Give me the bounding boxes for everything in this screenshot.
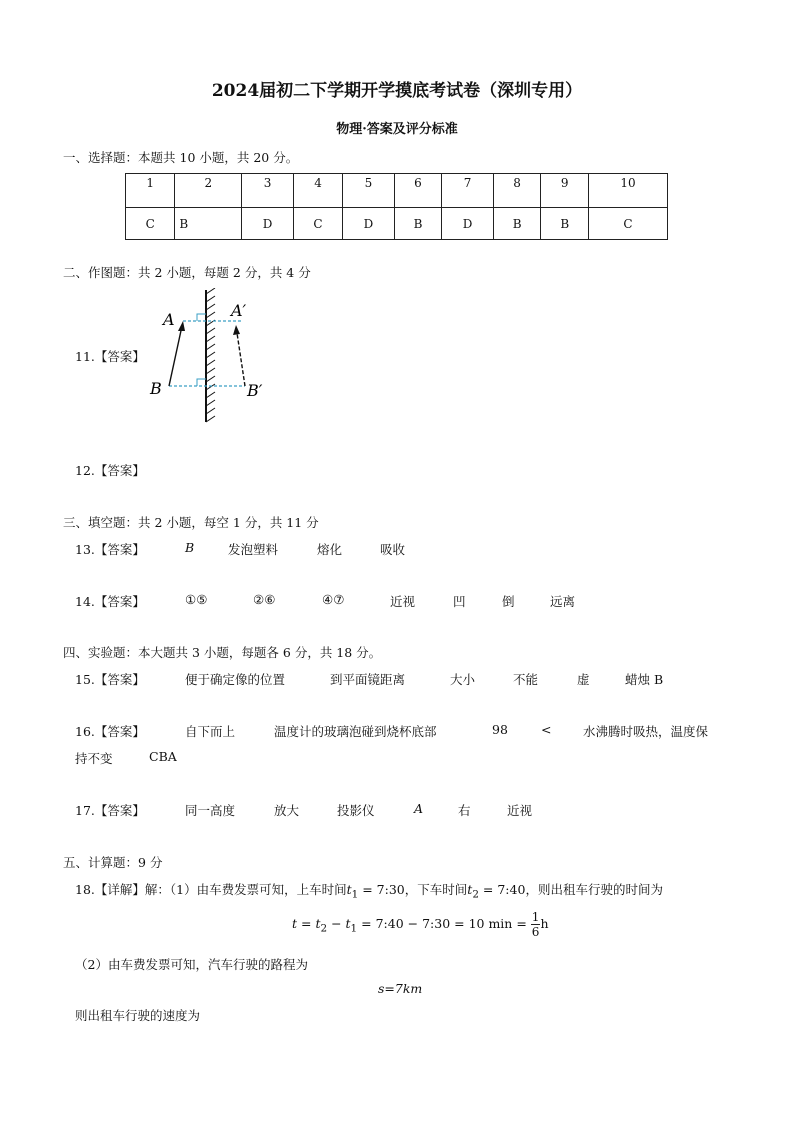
table-cell-answer: D bbox=[343, 208, 394, 240]
q13-answer: 吸收 bbox=[380, 542, 406, 557]
section4-detail: 本大题共 3 小题，每题各 6 分，共 18 分。 bbox=[138, 645, 382, 660]
section3-heading bbox=[63, 513, 319, 531]
q12-label: 12.【答案】 bbox=[75, 463, 145, 478]
q18-part2: （2）由车费发票可知，汽车行驶的路程为 bbox=[75, 957, 308, 972]
section2-detail: 共 2 小题，每题 2 分，共 4 分 bbox=[138, 265, 311, 280]
label-a: A bbox=[163, 310, 175, 329]
q18-speed-line: 则出租车行驶的速度为 bbox=[75, 1008, 201, 1023]
table-cell-number: 4 bbox=[293, 174, 342, 208]
q17-answer: 同一高度 bbox=[185, 803, 236, 818]
table-cell-number: 5 bbox=[343, 174, 394, 208]
q18-label: 18.【详解】 bbox=[75, 882, 145, 897]
q17-answer: 右 bbox=[458, 803, 471, 818]
section1-title: 一、选择题： bbox=[63, 150, 139, 165]
table-cell-number: 7 bbox=[442, 174, 493, 208]
t1-symbol: t bbox=[346, 882, 352, 897]
object-arrowhead bbox=[178, 321, 185, 331]
q14-answer: ②⑥ bbox=[253, 592, 276, 607]
q15-answer: 大小 bbox=[450, 672, 476, 687]
q13-answer: 发泡塑料 bbox=[228, 542, 279, 557]
q14-answer: ④⑦ bbox=[322, 592, 345, 607]
fraction-numerator: 1 bbox=[531, 910, 540, 924]
table-cell-answer: B bbox=[493, 208, 541, 240]
table-cell-number: 10 bbox=[589, 174, 668, 208]
q16-answer: < bbox=[541, 722, 552, 737]
q15-answer: 虚 bbox=[577, 672, 590, 687]
q15-answer: 到平面镜距离 bbox=[330, 672, 406, 687]
fraction-denominator: 6 bbox=[531, 925, 540, 939]
section4-title: 四、实验题： bbox=[63, 645, 139, 660]
q18-mid: ，下车时间 bbox=[404, 882, 468, 897]
q13-answer: 熔化 bbox=[317, 542, 343, 557]
eq-unit: h bbox=[540, 916, 549, 931]
q15-answer: 蜡烛 B bbox=[625, 672, 664, 687]
eq-minus: − t bbox=[327, 916, 351, 931]
answer-table-answer-row bbox=[126, 208, 668, 240]
table-cell-answer: B bbox=[541, 208, 589, 240]
table-cell-number: 9 bbox=[541, 174, 589, 208]
q18-tail: ，则出租车行驶的时间为 bbox=[525, 882, 663, 897]
q17-answer: 近视 bbox=[507, 803, 533, 818]
image-arrow bbox=[237, 333, 245, 386]
eq-sub2: 2 bbox=[320, 922, 328, 935]
q11-label: 11.【答案】 bbox=[75, 349, 145, 364]
time-equation bbox=[292, 910, 549, 939]
t1-value: = 7:30 bbox=[358, 882, 405, 897]
table-cell-answer: C bbox=[589, 208, 668, 240]
q18-line1 bbox=[75, 880, 663, 901]
q14-answer: ①⑤ bbox=[185, 592, 208, 607]
eq-right: = 7:40 − 7:30 = 10 min = bbox=[357, 916, 527, 931]
table-cell-number: 2 bbox=[175, 174, 242, 208]
label-a-prime: A′ bbox=[231, 301, 247, 320]
q16-answer: 水沸腾时吸热，温度保 bbox=[583, 724, 709, 739]
table-cell-number: 3 bbox=[242, 174, 293, 208]
q16-answer-continued: 持不变 bbox=[75, 751, 113, 766]
q17-answer: 放大 bbox=[274, 803, 300, 818]
table-cell-answer: C bbox=[293, 208, 342, 240]
q14-label: 14.【答案】 bbox=[75, 594, 145, 609]
right-angle-mark-b bbox=[197, 379, 206, 386]
table-cell-answer: C bbox=[126, 208, 175, 240]
label-b: B bbox=[150, 379, 162, 398]
q13-answer: B bbox=[185, 540, 195, 555]
table-cell-answer: B bbox=[394, 208, 442, 240]
table-cell-answer: D bbox=[442, 208, 493, 240]
q17-answer: A bbox=[414, 801, 424, 816]
q16-label: 16.【答案】 bbox=[75, 724, 145, 739]
answer-table bbox=[125, 173, 668, 240]
mirror-diagram bbox=[145, 288, 275, 428]
q14-answer: 远离 bbox=[550, 594, 576, 609]
table-cell-number: 8 bbox=[493, 174, 541, 208]
q16-answer: CBA bbox=[149, 749, 177, 764]
section2-title: 二、作图题： bbox=[63, 265, 139, 280]
eq-sub1: 1 bbox=[350, 922, 358, 935]
section5-heading bbox=[63, 853, 162, 871]
image-arrowhead bbox=[233, 325, 240, 335]
t2-value: = 7:40 bbox=[478, 882, 526, 897]
q14-answer: 近视 bbox=[390, 594, 416, 609]
page-subtitle: 物理·答案及评分标准 bbox=[336, 122, 458, 137]
fraction bbox=[531, 910, 541, 939]
table-cell-answer: B bbox=[175, 208, 242, 240]
label-b-prime: B′ bbox=[247, 381, 263, 400]
q15-answer: 便于确定像的位置 bbox=[185, 672, 286, 687]
q16-answer: 温度计的玻璃泡碰到烧杯底部 bbox=[274, 724, 437, 739]
table-cell-number: 1 bbox=[126, 174, 175, 208]
answer-table-header-row bbox=[126, 174, 668, 208]
t1-subscript: 1 bbox=[351, 888, 359, 901]
mirror-hatching bbox=[206, 288, 215, 422]
section1-heading bbox=[63, 148, 298, 166]
q14-answer: 凹 bbox=[453, 594, 466, 609]
t2-subscript: 2 bbox=[472, 888, 479, 901]
section2-heading bbox=[63, 263, 311, 281]
page-title: 2024届初二下学期开学摸底考试卷（深圳专用） bbox=[211, 81, 583, 101]
q18-intro: 解：（1）由车费发票可知，上车时间 bbox=[144, 882, 347, 897]
table-cell-number: 6 bbox=[394, 174, 442, 208]
eq-left: t = t bbox=[292, 916, 321, 931]
section1-detail: 本题共 10 小题，共 20 分。 bbox=[138, 150, 299, 165]
q16-answer: 自下而上 bbox=[185, 724, 236, 739]
t2-symbol: t bbox=[467, 882, 473, 897]
right-angle-mark-a bbox=[197, 314, 206, 321]
table-cell-answer: D bbox=[242, 208, 293, 240]
object-arrow bbox=[169, 326, 182, 386]
q13-label: 13.【答案】 bbox=[75, 542, 145, 557]
section3-detail: 共 2 小题，每空 1 分，共 11 分 bbox=[138, 515, 319, 530]
section5-title: 五、计算题： bbox=[63, 855, 139, 870]
distance-value: s=7km bbox=[378, 981, 423, 996]
section5-detail: 9 分 bbox=[138, 855, 163, 870]
q17-label: 17.【答案】 bbox=[75, 803, 145, 818]
q15-label: 15.【答案】 bbox=[75, 672, 145, 687]
q16-answer: 98 bbox=[492, 722, 508, 737]
section3-title: 三、填空题： bbox=[63, 515, 139, 530]
q15-answer: 不能 bbox=[513, 672, 539, 687]
section4-heading bbox=[63, 643, 381, 661]
q14-answer: 倒 bbox=[502, 594, 515, 609]
q17-answer: 投影仪 bbox=[337, 803, 375, 818]
